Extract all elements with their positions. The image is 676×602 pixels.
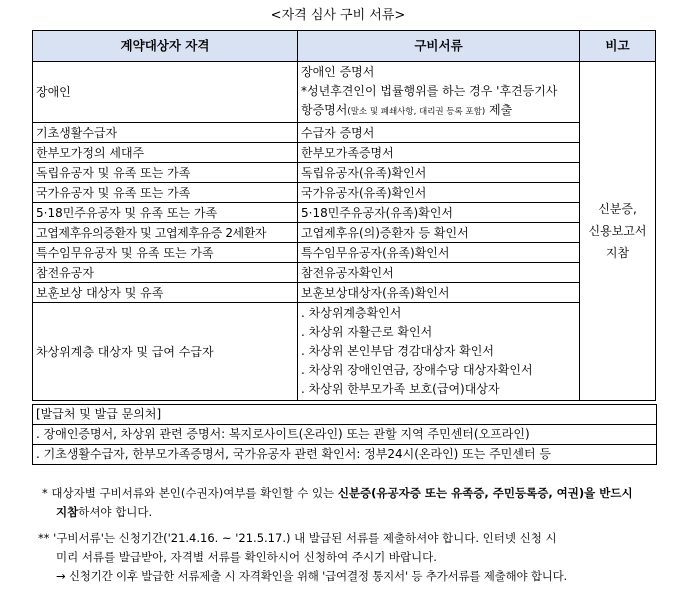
qualification-cell: 독립유공자 및 유족 또는 가족: [33, 163, 298, 183]
doc-line: *성년후견인이 법률행위를 하는 경우 '후견등기사: [301, 83, 558, 98]
footnote-1-text-2: 하셔야 합니다.: [78, 505, 153, 519]
issuer-line: . 장애인증명서, 차상위 관련 증명서: 복지로사이트(온라인) 또는 관할 지역 주민센터(오프라인): [33, 424, 656, 444]
documents-cell: 보훈보상대상자(유족)확인서: [298, 283, 580, 303]
table-row: [33, 223, 656, 243]
remark-line: 지참: [605, 246, 630, 260]
table-row: [33, 303, 656, 401]
footnote-1-line-2: [56, 503, 676, 522]
qualification-cell: 보훈보상 대상자 및 유족: [33, 283, 298, 303]
documents-cell: [298, 62, 580, 123]
doc-line: 장애인 증명서: [301, 64, 375, 79]
qualification-cell: 5·18민주유공자 및 유족 또는 가족: [33, 203, 298, 223]
qualification-cell: 특수임무유공자 및 유족 또는 가족: [33, 243, 298, 263]
qualification-cell: 참전유공자: [33, 263, 298, 283]
documents-cell: 참전유공자확인서: [298, 263, 580, 283]
issuer-title: [발급처 및 발급 문의처]: [36, 407, 162, 421]
footnote-1-emphasis-2: 지참: [56, 505, 79, 519]
footnote-2-line-2: 미리 서류를 발급받아, 자격별 서류를 확인하시어 신청하여 주시기 바랍니다.: [56, 550, 437, 564]
section-caption: <자격 심사 구비 서류>: [270, 8, 406, 23]
remark-line: 신분증,: [598, 202, 637, 216]
doc-list-item: . 차상위 본인부담 경감대상자 확인서: [301, 344, 494, 358]
table-row: [33, 263, 656, 283]
table-row: [33, 163, 656, 183]
header-documents: 구비서류: [298, 31, 580, 62]
documents-cell: 수급자 증명서: [298, 123, 580, 143]
doc-list-item: . 차상위 자활근로 확인서: [301, 325, 433, 339]
documents-cell: 고엽제후유(의)증환자 등 확인서: [298, 223, 580, 243]
documents-cell: [298, 303, 580, 401]
table-row: [33, 283, 656, 303]
qualification-cell: 고엽제후유의증환자 및 고엽제후유증 2세환자: [33, 223, 298, 243]
qualification-cell: 차상위계층 대상자 및 급여 수급자: [33, 303, 298, 401]
qualification-cell: 국가유공자 및 유족 또는 가족: [33, 183, 298, 203]
footnote-1-text: * 대상자별 구비서류와 본인(수권자)여부를 확인할 수 있는: [42, 486, 338, 500]
footnote-1-line-1: [42, 484, 670, 503]
issuer-info-box: [32, 404, 657, 465]
doc-list-item: . 차상위계층확인서: [301, 306, 402, 320]
footnote-2-line-3: → 신청기간 이후 발급한 서류제출 시 자격확인을 위해 '급여결정 통지서' 등 추가서류를 제출해야 합니다.: [56, 569, 568, 583]
table-header-row: [33, 31, 656, 62]
table-row: [33, 243, 656, 263]
qualification-cell: 한부모가정의 세대주: [33, 143, 298, 163]
documents-cell: 독립유공자(유족)확인서: [298, 163, 580, 183]
qualification-cell: 기초생활수급자: [33, 123, 298, 143]
header-qualification: 계약대상자 자격: [33, 31, 298, 62]
documents-cell: 국가유공자(유족)확인서: [298, 183, 580, 203]
doc-list-item: . 차상위 한부모가족 보호(급여)대상자: [301, 382, 500, 396]
footnote-1-emphasis: 신분증(유공자증 또는 유족증, 주민등록증, 여권)을 반드시: [337, 486, 633, 500]
documents-cell: 한부모가족증명서: [298, 143, 580, 163]
remarks-cell: [580, 62, 656, 401]
doc-line-prefix: 항증명서: [301, 102, 348, 117]
doc-line-suffix: 제출: [485, 102, 513, 117]
issuer-line: . 기초생활수급자, 한부모가족증명서, 국가유공자 관련 확인서: 정부24시(온라인) 또는 주민센터 등: [33, 444, 656, 464]
table-row: [33, 203, 656, 223]
documents-cell: 5·18민주유공자(유족)확인서: [298, 203, 580, 223]
table-row: [33, 123, 656, 143]
table-row: [33, 62, 656, 123]
doc-list-item: . 차상위 장애인연금, 장애수당 대상자확인서: [301, 363, 533, 377]
doc-line: [301, 101, 576, 122]
qualification-cell: 장애인: [33, 62, 298, 123]
remark-line: 신용보고서: [588, 224, 647, 238]
documents-cell: 특수임무유공자(유족)확인서: [298, 243, 580, 263]
doc-line-note: (말소 및 폐쇄사항, 대리권 등록 포함): [347, 106, 486, 117]
table-row: [33, 143, 656, 163]
table-row: [33, 183, 656, 203]
footnote-2-line-1: ** '구비서류'는 신청기간('21.4.16. ~ '21.5.17.) 내 발급된 서류를 제출하셔야 합니다. 인터넷 신청 시: [38, 531, 557, 545]
qualification-table: [32, 30, 656, 401]
header-remarks: 비고: [580, 31, 656, 62]
